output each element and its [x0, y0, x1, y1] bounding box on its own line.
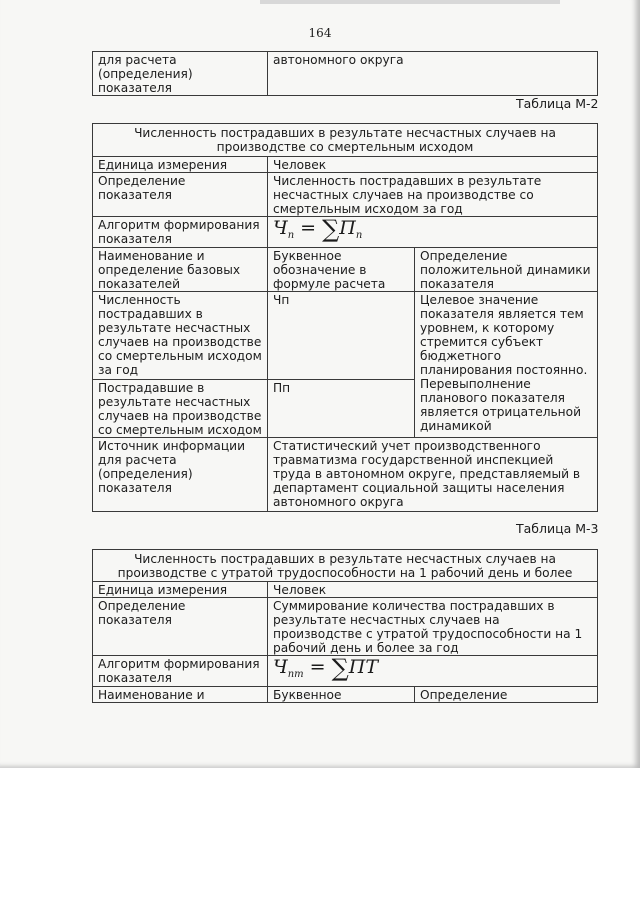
definition-label: Определение показателя	[93, 173, 268, 217]
column-header: Буквенное обозначение в формуле расчета	[268, 248, 415, 292]
table-row	[93, 550, 598, 582]
column-header: Определение положительной динамики показателя	[415, 248, 598, 292]
table-prev-continuation	[92, 51, 598, 96]
formula-rhs: ПТ	[348, 656, 379, 678]
table-m2-caption: Таблица М-2	[516, 96, 599, 111]
algorithm-label: Алгоритм формирования показателя	[93, 656, 268, 687]
base-indicator-symbol: Чп	[268, 292, 415, 380]
formula-lhs-subscript: п	[287, 230, 295, 241]
table-m2	[92, 123, 598, 512]
table-row	[93, 173, 598, 217]
table-row	[93, 124, 598, 157]
sum-symbol: ∑	[331, 654, 349, 682]
table-row	[93, 438, 598, 512]
table-row	[93, 52, 598, 96]
base-indicator-name: Пострадавшие в результате несчастных случаев на производстве со смертельным исходом	[93, 380, 268, 438]
formula-lhs: Ч	[273, 217, 288, 239]
column-header: Определение	[415, 687, 598, 703]
table-title: Численность пострадавших в результате несчастных случаев на производстве с утратой трудоспособности на 1 рабочий день и более	[93, 550, 598, 582]
formula: $Ч_{пт} = \sum ПТ$	[273, 654, 379, 682]
table-row	[93, 292, 598, 380]
definition-value: Суммирование количества пострадавших в результате несчастных случаев на производстве с утратой трудоспособности на 1 рабочий день и более за год	[268, 598, 598, 656]
table-row	[93, 217, 598, 248]
scan-edge-artifact	[260, 0, 560, 4]
definition-label: Определение показателя	[93, 598, 268, 656]
source-label: Источник информации для расчета (определения) показателя	[93, 438, 268, 512]
formula-lhs: Ч	[273, 656, 288, 678]
table-row	[93, 656, 598, 687]
formula: $Ч_п = \sum П_п$	[273, 215, 363, 243]
column-header: Наименование и	[93, 687, 268, 703]
table-row	[93, 582, 598, 598]
formula-rhs: П	[339, 217, 356, 239]
table-title: Численность пострадавших в результате несчастных случаев на производстве со смертельным исходом	[93, 124, 598, 157]
formula-rhs-subscript: п	[355, 230, 363, 241]
formula-cell	[268, 217, 598, 248]
definition-value: Численность пострадавших в результате несчастных случаев на производстве со смертельным исходом за год	[268, 173, 598, 217]
formula-lhs-subscript: пт	[287, 669, 304, 680]
column-header: Буквенное	[268, 687, 415, 703]
table-m3-caption: Таблица М-3	[516, 521, 599, 536]
column-header: Наименование и определение базовых показателей	[93, 248, 268, 292]
source-value: Статистический учет производственного травматизма государственной инспекцией труда в автономном округе, представляемый в департамент социальной защиты населения автономного округа	[268, 438, 598, 512]
dynamics-definition: Целевое значение показателя является тем уровнем, к которому стремится субъект бюджетного планирования постоянно. Перевыполнение планового показателя является отрицательной динамикой	[415, 292, 598, 438]
table-cell: автономного округа	[268, 52, 598, 96]
table-m3	[92, 549, 598, 703]
table-row	[93, 248, 598, 292]
table-row	[93, 157, 598, 173]
table-row	[93, 598, 598, 656]
algorithm-label: Алгоритм формирования показателя	[93, 217, 268, 248]
sum-symbol: ∑	[322, 215, 340, 243]
table-cell: для расчета (определения) показателя	[93, 52, 268, 96]
table-row	[93, 687, 598, 703]
base-indicator-name: Численность пострадавших в результате несчастных случаев на производстве со смертельным исходом за год	[93, 292, 268, 380]
unit-value: Человек	[268, 582, 598, 598]
unit-label: Единица измерения	[93, 582, 268, 598]
formula-cell	[268, 656, 598, 687]
unit-label: Единица измерения	[93, 157, 268, 173]
unit-value: Человек	[268, 157, 598, 173]
base-indicator-symbol: Пп	[268, 380, 415, 438]
page-number: 164	[308, 26, 332, 40]
